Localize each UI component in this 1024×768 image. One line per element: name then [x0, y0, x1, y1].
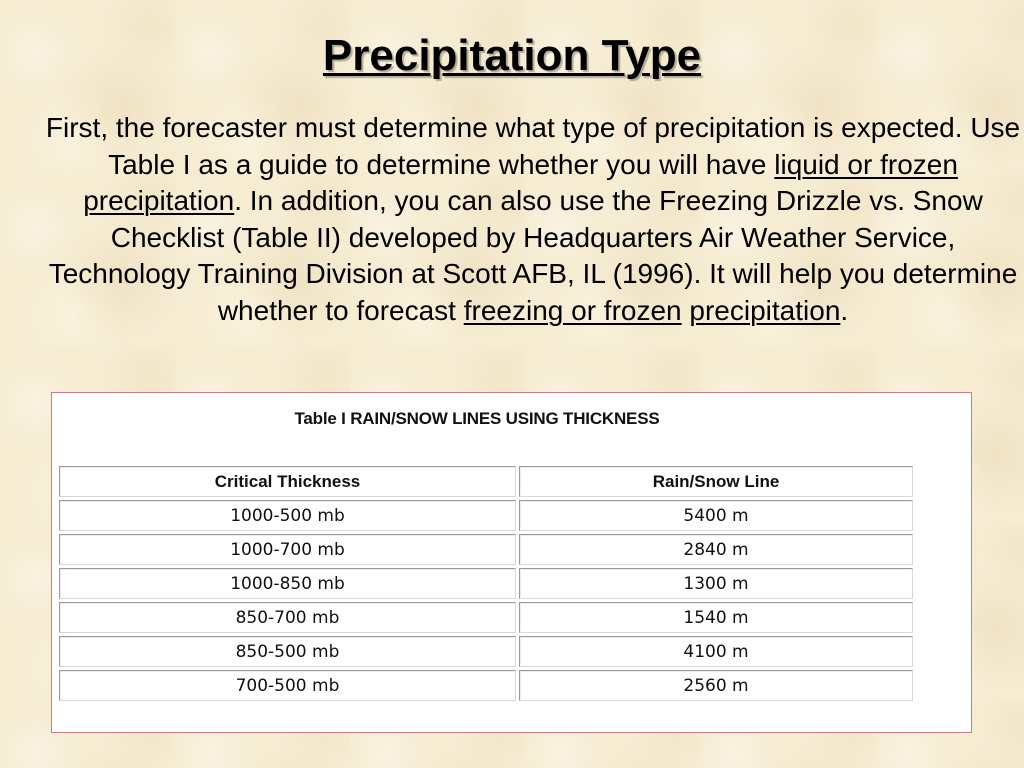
table-cell-rain-snow-line: 1540 m [519, 602, 913, 633]
table-row [59, 636, 913, 667]
slide-title: Precipitation Type [322, 31, 702, 80]
table-row [59, 500, 913, 531]
table-cell-thickness: 1000-500 mb [59, 500, 516, 531]
table-row [59, 534, 913, 565]
table-cell-thickness: 1000-700 mb [59, 534, 516, 565]
table-cell-rain-snow-line: 2560 m [519, 670, 913, 701]
header-rain-snow-line: Rain/Snow Line [519, 466, 913, 497]
table-row [59, 602, 913, 633]
table-caption: Table I RAIN/SNOW LINES USING THICKNESS [294, 409, 660, 428]
paragraph-text-2: . In addition, you can also use the Freezing Drizzle vs. Snow Checklist (Table II) developed by Headquarters Air Weather Service, Technology Training Division at Scott AFB, IL (1996). It will help you determine whether to forecast [48, 185, 1018, 326]
table-cell-thickness: 700-500 mb [59, 670, 516, 701]
link-precipitation[interactable]: precipitation [689, 294, 841, 326]
table-cell-thickness: 850-500 mb [59, 636, 516, 667]
table-row [59, 568, 913, 599]
thickness-table [56, 463, 916, 704]
paragraph-text-3: . [840, 294, 849, 326]
table-cell-rain-snow-line: 1300 m [519, 568, 913, 599]
table-cell-thickness: 1000-850 mb [59, 568, 516, 599]
body-paragraph [38, 110, 1024, 329]
paragraph-text-1: First, the forecaster must determine what type of precipitation is expected. Use Table I as a guide to determine whether you will have [45, 112, 1021, 180]
header-critical-thickness: Critical Thickness [59, 466, 516, 497]
link-liquid-or-frozen[interactable]: liquid or frozen precipitation [83, 148, 958, 216]
table-cell-rain-snow-line: 4100 m [519, 636, 913, 667]
table-row [59, 670, 913, 701]
table-cell-rain-snow-line: 2840 m [519, 534, 913, 565]
table-header-row [59, 466, 913, 497]
table-cell-rain-snow-line: 5400 m [519, 500, 913, 531]
link-freezing-or-frozen[interactable]: freezing or frozen [463, 294, 682, 326]
table-cell-thickness: 850-700 mb [59, 602, 516, 633]
thickness-table-figure [51, 392, 972, 733]
